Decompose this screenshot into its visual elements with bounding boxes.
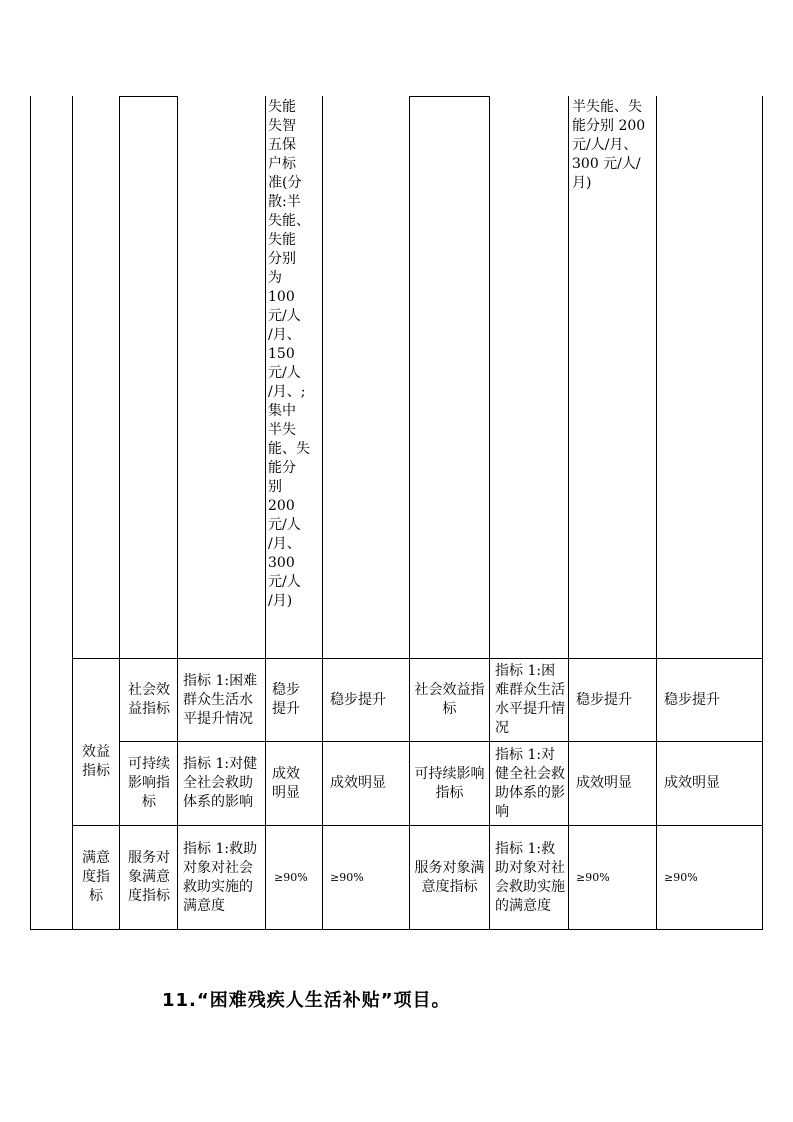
standard-line: 元/人 — [268, 574, 301, 590]
standard-line: 散:半 — [268, 194, 301, 210]
sustain-sub-indicator-2: 可持续影响指标 — [414, 765, 485, 801]
standard-line: 户标 — [268, 156, 296, 172]
social-indicator-2: 指标 1:困难群众生活水平提升情况 — [495, 663, 565, 736]
standard-line: /月、 — [268, 327, 301, 343]
satisfaction-indicator: 指标 1:救助对象对社会救助实施的满意度 — [183, 840, 258, 914]
standard-line: 准(分 — [268, 175, 302, 191]
section-heading: 11.“困难残疾人生活补贴”项目。 — [162, 990, 451, 1011]
standard-line: 元/人 — [268, 308, 301, 324]
standard-line: 失智 — [268, 118, 296, 134]
standard-line: 失能 — [268, 232, 296, 248]
satisfaction-indicator-2: 指标 1:救助对象对社会救助实施的满意度 — [495, 840, 565, 914]
social-sub-indicator: 社会效益指标 — [128, 682, 170, 717]
standard-line: 200 — [268, 498, 295, 514]
top-row-standard-cell-right — [572, 98, 656, 193]
social-value-c: 稳步提升 — [576, 691, 632, 708]
social-value-d: 稳步提升 — [664, 691, 720, 708]
standard-line: 集中 — [268, 403, 296, 419]
standard-line: 300 元/人/ — [572, 156, 641, 172]
sustain-value-c: 成效明显 — [576, 775, 632, 791]
standard-line: 能分别 200 — [572, 118, 646, 134]
satisfaction-sub-indicator: 服务对象满意度指标 — [128, 850, 170, 904]
top-row-standard-cell — [268, 98, 322, 611]
satisfaction-value-c: ≥90% — [576, 871, 610, 884]
social-indicator: 指标 1:困难群众生活水平提升情况 — [183, 672, 258, 727]
satisfaction-value-d: ≥90% — [664, 871, 698, 884]
sustain-value-d: 成效明显 — [664, 775, 720, 791]
standard-line: 月) — [572, 175, 592, 191]
benefit-category-label: 效益指标 — [82, 744, 110, 779]
standard-line: 能、失 — [268, 441, 310, 457]
standard-line: 五保 — [268, 137, 296, 153]
standard-line: /月、 — [268, 536, 301, 552]
standard-line: 失能 — [268, 99, 296, 115]
standard-line: 150 — [268, 346, 295, 362]
standard-line: 分别 — [268, 251, 296, 267]
standard-line: 半失能、失 — [572, 99, 642, 115]
standard-line: 元/人 — [268, 365, 301, 381]
standard-line: 元/人/月、 — [572, 137, 638, 153]
standard-line: 为 — [268, 270, 282, 286]
standard-line: 别 — [268, 479, 282, 495]
satisfaction-sub-indicator-2: 服务对象满意度指标 — [414, 859, 485, 895]
standard-line: 300 — [268, 555, 295, 571]
sustain-value-a: 成效明显 — [272, 765, 300, 801]
social-value-b: 稳步提升 — [330, 691, 386, 708]
sustain-value-b: 成效明显 — [330, 775, 386, 791]
satisfaction-value-a: ≥90% — [274, 871, 308, 884]
sustain-sub-indicator: 可持续影响指标 — [128, 756, 170, 810]
standard-line: /月、; — [268, 384, 306, 400]
standard-line: /月) — [268, 593, 293, 609]
social-sub-indicator-2: 社会效益指标 — [414, 682, 485, 717]
social-value-a: 稳步提升 — [272, 682, 300, 717]
standard-line: 元/人 — [268, 517, 301, 533]
standard-line: 失能、 — [268, 213, 310, 229]
benefit-category — [73, 659, 119, 825]
standard-line: 100 — [268, 289, 295, 305]
satisfaction-value-b: ≥90% — [330, 871, 364, 884]
standard-line: 能分 — [268, 460, 296, 476]
sustain-indicator: 指标 1:对健全社会救助体系的影响 — [183, 756, 258, 810]
standard-line: 半失 — [268, 422, 296, 438]
satisfaction-category: 满意度指标 — [82, 850, 110, 904]
sustain-indicator-2: 指标 1:对健全社会救助体系的影响 — [495, 746, 565, 820]
